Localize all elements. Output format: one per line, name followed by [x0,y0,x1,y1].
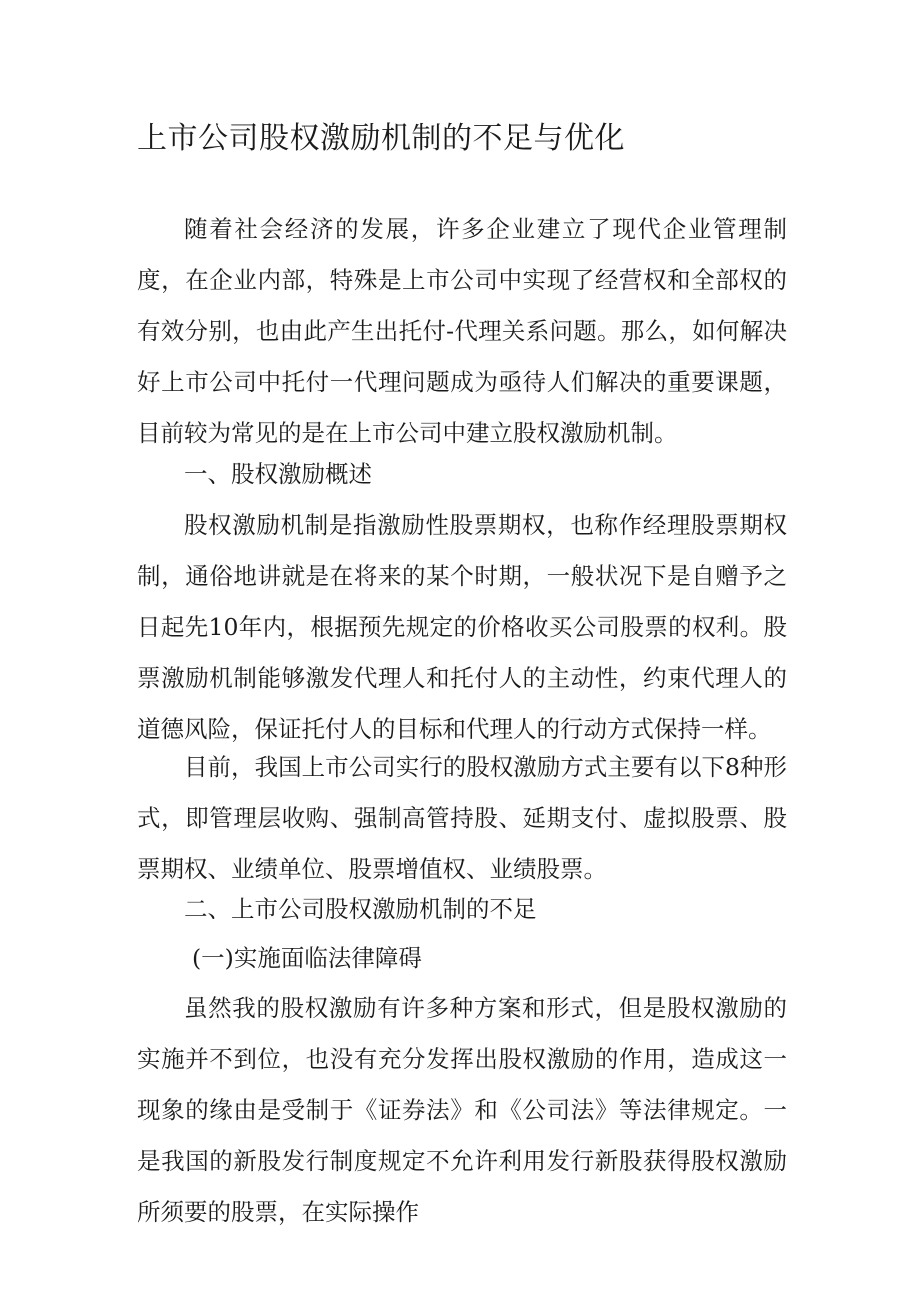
paragraph-intro: 随着社会经济的发展，许多企业建立了现代企业管理制度，在企业内部，特殊是上市公司中实现了经营权和全部权的有效分别，也由此产生出托付-代理关系问题。那么，如何解决好上市公司中托付一代理问题成为亟待人们解决的重要课题，目前较为常见的是在上市公司中建立股权激励机制。 [137,215,787,447]
paragraph-definition: 股权激励机制是指激励性股票期权，也称作经理股票期权制，通俗地讲就是在将来的某个时期，一般状况下是自赠予之日起先10年内，根据预先规定的价格收买公司股票的权利。股票激励机制能够激发代理人和托付人的主动性，约束代理人的道德风险，保证托付人的目标和代理人的行动方式保持一样。 [137,511,787,743]
document-title: 上市公司股权激励机制的不足与优化 [137,121,625,156]
paragraph-forms: 目前，我国上市公司实行的股权激励方式主要有以下8种形式，即管理层收购、强制高管持股、延期支付、虚拟股票、股票期权、业绩单位、股票增值权、业绩股票。 [137,753,787,883]
section-heading-overview: 一、股权激励概述 [184,460,372,488]
paragraph-legal-obstacles: 虽然我的股权激励有许多种方案和形式，但是股权激励的实施并不到位，也没有充分发挥出股权激励的作用，造成这一现象的缘由是受制于《证券法》和《公司法》等法律规定。一是我国的新股发行制度规定不允许利用发行新股获得股权激励所须要的股票，在实际操作 [137,994,787,1226]
section-heading-shortcomings: 二、上市公司股权激励机制的不足 [184,895,537,923]
subsection-heading-legal: (一)实施面临法律障碍 [192,944,422,972]
